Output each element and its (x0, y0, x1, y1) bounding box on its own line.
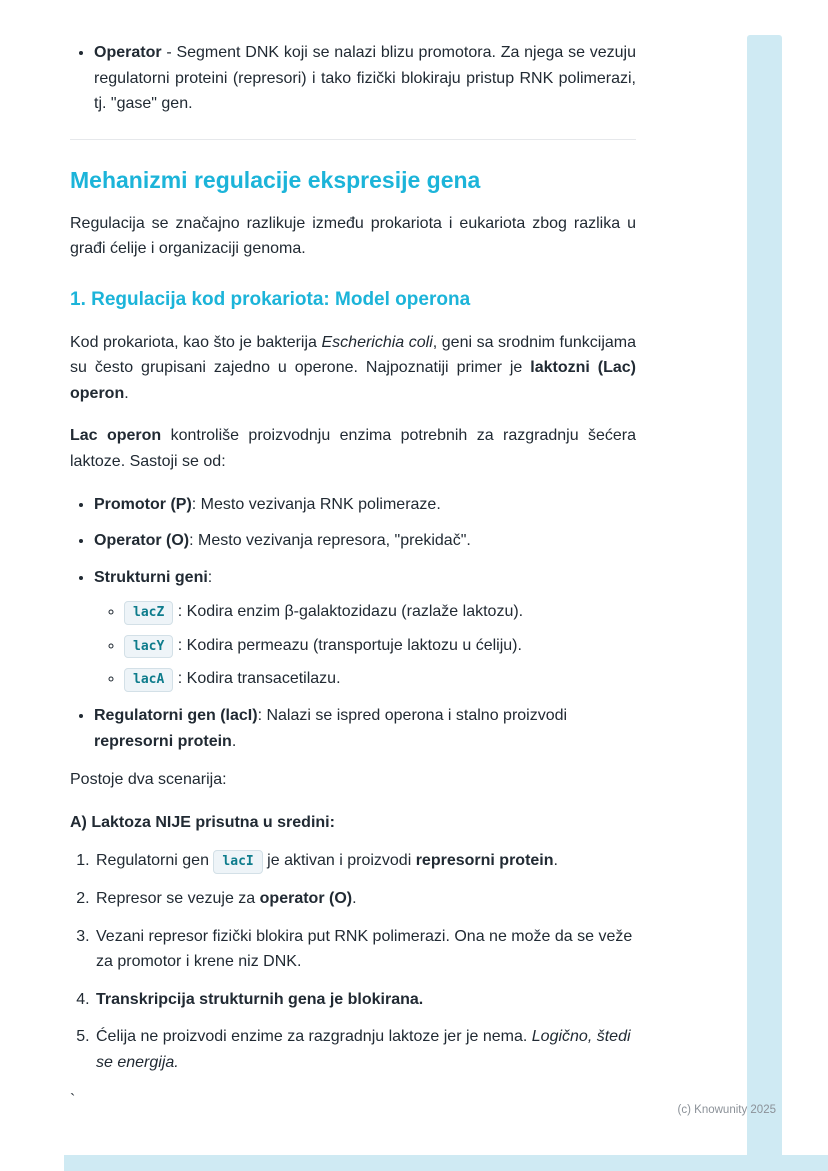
operator-term: Operator (O) (94, 532, 190, 550)
step-italic: Logično, štedi se energija. (96, 1028, 631, 1072)
item-text: : Mesto vezivanja RNK polimeraze. (191, 495, 441, 513)
copyright-footer: (c) Knowunity 2025 (677, 1104, 776, 1116)
step-bold: operator (O) (259, 890, 353, 908)
intro-paragraph: Regulacija se značajno razlikuje između prokariota i eukariota zbog razlika u građi ćelije i organizaciji genoma. (70, 214, 636, 258)
lac-operon-bold: laktozni (Lac) operon (70, 359, 637, 402)
scenarios-intro: Postoje dva scenarija: (70, 771, 227, 789)
step-item-1 (94, 848, 636, 874)
structural-genes-item (94, 565, 636, 692)
page-edge-right (747, 35, 782, 1171)
operator-definition-text: - Segment DNK koji se nalazi blizu promotora. Za njega se vezuju regulatorni proteini (represori) i tako fizički blokiraju pristup RNK polimerazi, tj. "gase" gen. (94, 44, 636, 113)
step-text: . (352, 890, 357, 908)
step-item-5 (94, 1024, 636, 1075)
item-text: : (207, 568, 213, 586)
operator-term: Operator (94, 44, 162, 61)
step-text: Vezani represor fizički blokira put RNK polimerazi. Ona ne može da se veže za promotor i krene niz DNK. (96, 927, 633, 971)
item-text: : Mesto vezivanja represora, "prekidač". (189, 532, 471, 550)
operator-item (94, 528, 636, 554)
lacY-item (124, 633, 636, 659)
stray-backtick: ` (70, 1091, 76, 1109)
item-text: : Kodira enzim β-galaktozidazu (razlaže laktozu). (173, 603, 524, 621)
item-text: . (231, 732, 237, 750)
step-bold: Transkripcija strukturnih gena je blokirana. (96, 990, 424, 1008)
structural-genes-term: Strukturni geni (94, 568, 208, 586)
step-bold: represorni protein (415, 852, 554, 870)
promotor-item (94, 492, 636, 518)
step-item-4 (94, 987, 636, 1013)
step-item-3 (94, 924, 636, 975)
item-text: : Kodira transacetilazu. (173, 670, 341, 688)
paragraph-text: kontroliše proizvodnju enzima potrebnih za razgradnju šećera laktoze. Sastoji se od: (70, 427, 637, 470)
item-text: : Kodira permeazu (transportuje laktozu u ćeliju). (173, 636, 522, 654)
lac-operon-term: Lac operon (70, 427, 162, 445)
paragraph-text: Kod prokariota, kao što je bakterija (70, 333, 322, 351)
lacI-gene-badge: lacI (213, 850, 262, 874)
paragraph-text: , geni sa srodnim funkcijama su često grupisani zajedno u operone. Najpoznatiji primer je (70, 333, 636, 377)
lacZ-item (124, 599, 636, 625)
lac-operon-paragraph (70, 423, 636, 474)
repressor-protein-bold: represorni protein (94, 732, 232, 750)
subsection-heading: 1. Regulacija kod prokariota: Model operona (70, 288, 471, 310)
structural-genes-sublist (94, 599, 636, 692)
step-item-2 (94, 886, 636, 912)
item-text: : Nalazi se ispred operona i stalno proizvodi (257, 707, 568, 725)
prokaryote-paragraph (70, 330, 636, 407)
paragraph-text: . (124, 384, 129, 402)
species-name-italic: Escherichia coli (321, 333, 433, 351)
scenario-a-steps (70, 848, 636, 1075)
step-text: Regulatorni gen (96, 852, 214, 870)
promotor-term: Promotor (P) (94, 495, 192, 513)
operator-definition-list (70, 40, 636, 117)
lacA-item (124, 666, 636, 692)
step-text: Ćelija ne proizvodi enzime za razgradnju laktoze jer je nema. (96, 1028, 532, 1046)
scenario-a-heading: A) Laktoza NIJE prisutna u sredini: (70, 813, 335, 831)
regulator-gene-term: Regulatorni gen (lacI) (94, 707, 258, 725)
step-text: . (553, 852, 558, 870)
operon-components-list (70, 492, 636, 755)
document-content (70, 40, 636, 1130)
step-text: je aktivan i proizvodi (262, 852, 416, 870)
lacY-gene-badge: lacY (124, 635, 173, 659)
lacA-gene-badge: lacA (124, 668, 173, 692)
page-edge-bottom (64, 1155, 828, 1171)
lacZ-gene-badge: lacZ (124, 601, 173, 625)
main-heading: Mehanizmi regulacije ekspresije gena (70, 166, 481, 193)
operator-definition-item (94, 40, 636, 117)
section-divider (70, 139, 636, 140)
regulator-gene-item (94, 703, 636, 754)
step-text: Represor se vezuje za (96, 890, 260, 908)
